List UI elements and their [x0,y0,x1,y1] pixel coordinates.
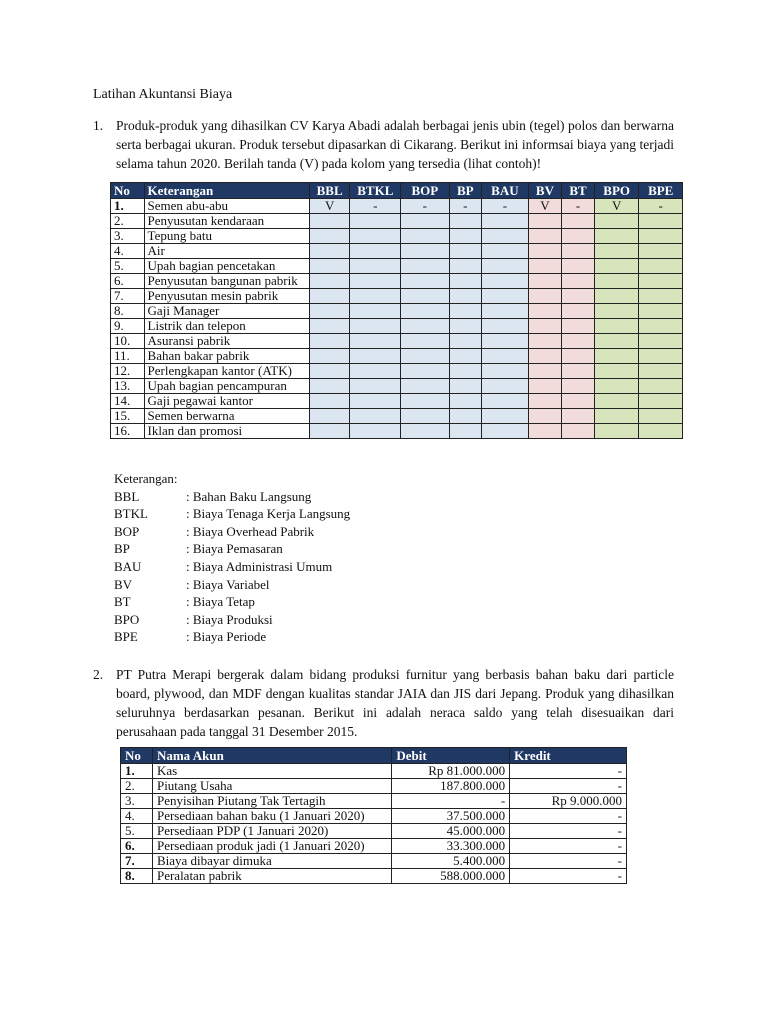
legend-item [114,558,350,576]
row-debit: 187.800.000 [392,779,510,794]
header-bop: BOP [401,183,449,199]
legend-title: Keterangan: [114,471,178,486]
mark-bau[interactable] [482,364,528,379]
row-account-name: Biaya dibayar dimuka [152,854,391,869]
mark-btkl[interactable] [350,319,401,334]
mark-bp[interactable] [449,274,482,289]
mark-bop[interactable] [401,289,449,304]
row-debit: 33.300.000 [392,839,510,854]
mark-btkl[interactable] [350,349,401,364]
mark-bt[interactable] [562,364,595,379]
mark-bau[interactable] [482,214,528,229]
mark-bpe[interactable] [639,364,683,379]
mark-bp[interactable] [449,289,482,304]
table-row [121,809,627,824]
mark-bpo[interactable] [594,244,639,259]
legend-description: : Biaya Overhead Pabrik [186,523,315,539]
legend-code: BBL [114,488,140,504]
row-keterangan: Bahan bakar pabrik [144,349,309,364]
mark-bbl[interactable] [309,334,350,349]
legend-code: BP [114,541,130,557]
legend-code: BPE [114,629,138,645]
row-keterangan: Asuransi pabrik [144,334,309,349]
mark-bau[interactable] [482,379,528,394]
row-number: 1. [111,199,145,214]
row-number: 4. [111,244,145,259]
mark-bt[interactable] [562,424,595,439]
row-account-name: Persediaan PDP (1 Januari 2020) [152,824,391,839]
row-keterangan: Iklan dan promosi [144,424,309,439]
row-number: 3. [111,229,145,244]
mark-bv[interactable] [528,274,562,289]
table-row [111,409,683,424]
row-number: 14. [111,394,145,409]
header-kredit: Kredit [510,748,627,764]
mark-btkl[interactable] [350,259,401,274]
header-no: No [111,183,145,199]
mark-bpo[interactable] [594,304,639,319]
mark-bpo[interactable] [594,274,639,289]
legend-description: : Biaya Tetap [186,594,255,610]
mark-bbl[interactable] [309,379,350,394]
question-1-text: Produk-produk yang dihasilkan CV Karya Abadi adalah berbagai jenis ubin (tegel) polos dan berwarna serta berbagai ukuran. Produk tersebut dipasarkan di Cikarang. Berikut ini informsai biaya yang terjadi selama tahun 2020. Berilah tanda (V) pada kolom yang tersedia (lihat contoh)! [116,118,674,171]
mark-bt[interactable] [562,304,595,319]
mark-bp[interactable] [449,319,482,334]
mark-bbl[interactable] [309,229,350,244]
mark-bv[interactable] [528,319,562,334]
mark-bpe[interactable] [639,289,683,304]
header-bpe: BPE [639,183,683,199]
mark-bop[interactable] [401,409,449,424]
row-number: 1. [121,764,153,779]
mark-bt[interactable] [562,274,595,289]
mark-bpo[interactable]: V [594,199,639,214]
table-row [111,379,683,394]
table-row [111,289,683,304]
mark-bv[interactable] [528,259,562,274]
table-header-row [121,748,627,764]
mark-bau[interactable] [482,244,528,259]
table-row [121,794,627,809]
mark-bp[interactable]: - [449,199,482,214]
mark-bop[interactable]: - [401,199,449,214]
mark-btkl[interactable] [350,394,401,409]
question-2-text: PT Putra Merapi bergerak dalam bidang produksi furnitur yang berbasis bahan baku dari particle board, plywood, dan MDF dengan kualitas standar JAIA dan JIS dari Jepang. Produk yang dihasilkan seluruhnya berdasarkan pesanan. Berikut ini adalah neraca saldo yang telah disesuaikan dari perusahaan pada tanggal 31 Desember 2015. [116,667,674,739]
mark-bv[interactable] [528,349,562,364]
mark-bv[interactable] [528,409,562,424]
table-row [111,274,683,289]
header-bv: BV [528,183,562,199]
mark-bau[interactable] [482,304,528,319]
legend-item [114,576,350,594]
mark-bbl[interactable] [309,319,350,334]
row-number: 16. [111,424,145,439]
mark-bop[interactable] [401,259,449,274]
row-kredit: - [510,869,627,884]
mark-bpe[interactable]: - [639,199,683,214]
mark-bbl[interactable] [309,349,350,364]
header-bbl: BBL [309,183,350,199]
table-row [121,779,627,794]
row-account-name: Peralatan pabrik [152,869,391,884]
mark-bpo[interactable] [594,214,639,229]
row-number: 7. [111,289,145,304]
mark-bt[interactable] [562,259,595,274]
row-keterangan: Gaji pegawai kantor [144,394,309,409]
mark-bau[interactable] [482,409,528,424]
row-number: 2. [111,214,145,229]
table-row [111,424,683,439]
mark-bpe[interactable] [639,379,683,394]
mark-bpe[interactable] [639,259,683,274]
legend-item [114,505,350,523]
header-bp: BP [449,183,482,199]
row-kredit: - [510,764,627,779]
question-1-number: 1. [93,118,104,133]
legend-item [114,488,350,506]
row-debit: - [392,794,510,809]
table-row [111,334,683,349]
mark-bv[interactable] [528,244,562,259]
mark-bbl[interactable]: V [309,199,350,214]
mark-bbl[interactable] [309,259,350,274]
mark-bau[interactable]: - [482,199,528,214]
table-row [111,214,683,229]
mark-bau[interactable] [482,394,528,409]
mark-bpo[interactable] [594,319,639,334]
mark-bop[interactable] [401,379,449,394]
legend-description: : Biaya Produksi [186,611,273,627]
mark-bpo[interactable] [594,424,639,439]
mark-bpo[interactable] [594,379,639,394]
row-keterangan: Air [144,244,309,259]
legend-code: BT [114,594,131,610]
mark-bv[interactable] [528,424,562,439]
mark-bau[interactable] [482,289,528,304]
mark-bbl[interactable] [309,304,350,319]
mark-bp[interactable] [449,349,482,364]
mark-bv[interactable] [528,394,562,409]
mark-bop[interactable] [401,364,449,379]
mark-bpo[interactable] [594,364,639,379]
mark-bpe[interactable] [639,274,683,289]
mark-bpe[interactable] [639,334,683,349]
row-account-name: Penyisihan Piutang Tak Tertagih [152,794,391,809]
row-number: 15. [111,409,145,424]
row-kredit: Rp 9.000.000 [510,794,627,809]
table-row [121,764,627,779]
row-kredit: - [510,824,627,839]
row-number: 6. [121,839,153,854]
legend-description: : Biaya Variabel [186,576,270,592]
row-debit: 588.000.000 [392,869,510,884]
mark-bpe[interactable] [639,319,683,334]
row-number: 11. [111,349,145,364]
mark-bv[interactable] [528,379,562,394]
table-row [111,244,683,259]
trial-balance-table [120,747,627,884]
mark-bbl[interactable] [309,274,350,289]
mark-bp[interactable] [449,304,482,319]
row-keterangan: Penyusutan kendaraan [144,214,309,229]
row-number: 9. [111,319,145,334]
row-keterangan: Penyusutan bangunan pabrik [144,274,309,289]
mark-bt[interactable] [562,229,595,244]
mark-bp[interactable] [449,244,482,259]
mark-bt[interactable] [562,334,595,349]
row-account-name: Persediaan produk jadi (1 Januari 2020) [152,839,391,854]
mark-bop[interactable] [401,334,449,349]
legend-description: : Biaya Periode [186,629,267,645]
row-keterangan: Upah bagian pencampuran [144,379,309,394]
mark-bau[interactable] [482,349,528,364]
row-keterangan: Perlengkapan kantor (ATK) [144,364,309,379]
mark-bp[interactable] [449,424,482,439]
mark-bbl[interactable] [309,214,350,229]
mark-bt[interactable] [562,379,595,394]
row-kredit: - [510,809,627,824]
mark-bpe[interactable] [639,229,683,244]
mark-btkl[interactable] [350,304,401,319]
header-bau: BAU [482,183,528,199]
row-number: 5. [121,824,153,839]
legend-item [114,593,350,611]
mark-bpe[interactable] [639,244,683,259]
mark-bbl[interactable] [309,424,350,439]
mark-bpe[interactable] [639,304,683,319]
mark-btkl[interactable]: - [350,199,401,214]
row-debit: 5.400.000 [392,854,510,869]
mark-bop[interactable] [401,229,449,244]
mark-bt[interactable] [562,409,595,424]
table-row [111,364,683,379]
row-debit: 45.000.000 [392,824,510,839]
row-number: 3. [121,794,153,809]
mark-bpo[interactable] [594,349,639,364]
mark-bp[interactable] [449,364,482,379]
legend-code: BV [114,576,133,592]
row-number: 10. [111,334,145,349]
row-keterangan: Upah bagian pencetakan [144,259,309,274]
mark-bop[interactable] [401,319,449,334]
mark-bop[interactable] [401,424,449,439]
mark-bpo[interactable] [594,394,639,409]
mark-bpe[interactable] [639,409,683,424]
mark-bp[interactable] [449,379,482,394]
mark-btkl[interactable] [350,274,401,289]
row-number: 6. [111,274,145,289]
legend-description: : Biaya Tenaga Kerja Langsung [186,506,351,522]
mark-bpo[interactable] [594,259,639,274]
mark-bpo[interactable] [594,409,639,424]
mark-bv[interactable] [528,214,562,229]
mark-bp[interactable] [449,334,482,349]
row-number: 5. [111,259,145,274]
mark-bv[interactable] [528,304,562,319]
legend [114,470,350,646]
mark-btkl[interactable] [350,364,401,379]
legend-item [114,523,350,541]
mark-bv[interactable] [528,364,562,379]
mark-bpo[interactable] [594,334,639,349]
row-keterangan: Semen abu-abu [144,199,309,214]
mark-bp[interactable] [449,394,482,409]
table-row [111,319,683,334]
mark-bop[interactable] [401,244,449,259]
table-row [121,854,627,869]
header-keterangan: Keterangan [144,183,309,199]
mark-bpe[interactable] [639,394,683,409]
table-row [111,229,683,244]
row-keterangan: Listrik dan telepon [144,319,309,334]
mark-bpe[interactable] [639,214,683,229]
mark-bp[interactable] [449,229,482,244]
legend-description: : Bahan Baku Langsung [186,488,312,504]
mark-bp[interactable] [449,214,482,229]
row-account-name: Kas [152,764,391,779]
header-debit: Debit [392,748,510,764]
mark-bpo[interactable] [594,289,639,304]
mark-bbl[interactable] [309,364,350,379]
row-number: 13. [111,379,145,394]
mark-btkl[interactable] [350,289,401,304]
row-number: 8. [111,304,145,319]
mark-bau[interactable] [482,274,528,289]
mark-bau[interactable] [482,424,528,439]
mark-bbl[interactable] [309,394,350,409]
mark-bv[interactable] [528,289,562,304]
mark-bv[interactable] [528,334,562,349]
mark-bt[interactable] [562,214,595,229]
mark-bop[interactable] [401,304,449,319]
table-row [121,869,627,884]
mark-bpe[interactable] [639,349,683,364]
table-row [111,199,683,214]
question-2-number: 2. [93,667,104,682]
mark-bt[interactable] [562,349,595,364]
mark-bop[interactable] [401,274,449,289]
table-row [111,349,683,364]
header-bpo: BPO [594,183,639,199]
row-account-name: Persediaan bahan baku (1 Januari 2020) [152,809,391,824]
mark-bt[interactable] [562,289,595,304]
mark-bt[interactable]: - [562,199,595,214]
table-row [121,839,627,854]
mark-bp[interactable] [449,409,482,424]
legend-item [114,628,350,646]
cost-classification-table [110,182,683,439]
mark-bt[interactable] [562,244,595,259]
mark-bpo[interactable] [594,229,639,244]
row-number: 12. [111,364,145,379]
mark-btkl[interactable] [350,229,401,244]
row-debit: Rp 81.000.000 [392,764,510,779]
row-keterangan: Tepung batu [144,229,309,244]
row-kredit: - [510,779,627,794]
mark-bau[interactable] [482,259,528,274]
mark-bau[interactable] [482,319,528,334]
table-row [111,259,683,274]
mark-btkl[interactable] [350,379,401,394]
header-no: No [121,748,153,764]
mark-bv[interactable] [528,229,562,244]
mark-bbl[interactable] [309,289,350,304]
mark-bau[interactable] [482,229,528,244]
row-keterangan: Penyusutan mesin pabrik [144,289,309,304]
legend-description: : Biaya Administrasi Umum [186,558,333,574]
header-bt: BT [562,183,595,199]
table-row [111,394,683,409]
mark-bbl[interactable] [309,409,350,424]
row-kredit: - [510,839,627,854]
mark-bv[interactable]: V [528,199,562,214]
mark-btkl[interactable] [350,424,401,439]
mark-bt[interactable] [562,319,595,334]
row-number: 7. [121,854,153,869]
mark-bpe[interactable] [639,424,683,439]
table-row [111,304,683,319]
table-row [121,824,627,839]
mark-btkl[interactable] [350,244,401,259]
header-nama-akun: Nama Akun [152,748,391,764]
table-header-row [111,183,683,199]
mark-bop[interactable] [401,349,449,364]
mark-btkl[interactable] [350,334,401,349]
mark-bbl[interactable] [309,244,350,259]
mark-bau[interactable] [482,334,528,349]
mark-bp[interactable] [449,259,482,274]
row-keterangan: Semen berwarna [144,409,309,424]
header-btkl: BTKL [350,183,401,199]
legend-item [114,611,350,629]
legend-code: BTKL [114,506,148,522]
mark-btkl[interactable] [350,409,401,424]
legend-code: BPO [114,611,140,627]
mark-bop[interactable] [401,394,449,409]
document-title: Latihan Akuntansi Biaya [93,87,233,102]
row-account-name: Piutang Usaha [152,779,391,794]
row-number: 2. [121,779,153,794]
legend-code: BOP [114,523,140,539]
mark-bop[interactable] [401,214,449,229]
row-number: 8. [121,869,153,884]
row-kredit: - [510,854,627,869]
legend-item [114,540,350,558]
row-debit: 37.500.000 [392,809,510,824]
legend-code: BAU [114,558,142,574]
row-keterangan: Gaji Manager [144,304,309,319]
mark-btkl[interactable] [350,214,401,229]
row-number: 4. [121,809,153,824]
mark-bt[interactable] [562,394,595,409]
legend-description: : Biaya Pemasaran [186,541,283,557]
